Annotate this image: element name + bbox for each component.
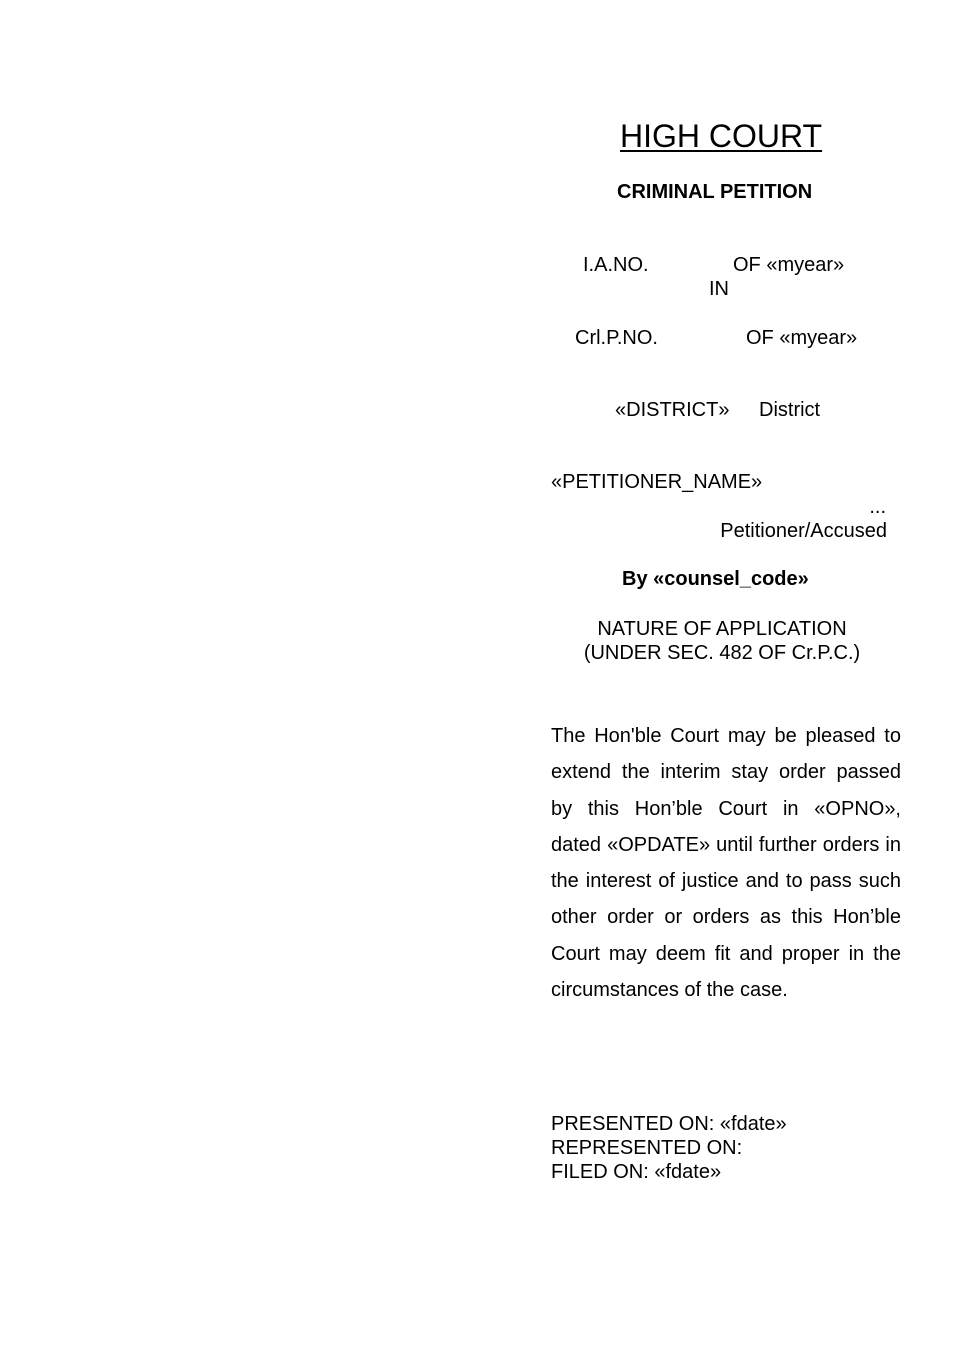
- ia-year-field: OF «myear»: [733, 254, 845, 276]
- court-title: HIGH COURT: [620, 118, 823, 154]
- petitioner-role: Petitioner/Accused: [720, 520, 887, 542]
- presented-on: PRESENTED ON: «fdate»: [551, 1113, 787, 1135]
- ia-number-label: I.A.NO.: [583, 254, 649, 276]
- nature-of-application: [551, 617, 893, 665]
- represented-on: REPRESENTED ON:: [551, 1137, 743, 1159]
- nature-title: NATURE OF APPLICATION: [597, 618, 847, 640]
- prayer-paragraph: The Hon'ble Court may be pleased to extend the interim stay order passed by this Hon’ble Court in «OPNO», dated «OPDATE» until further orders in the interest of justice and to pass such other order or orders as this Hon’ble Court may deem fit and proper in the circumstances of the case.: [551, 725, 901, 1002]
- crl-petition-number-label: Crl.P.NO.: [575, 327, 658, 349]
- filed-on: FILED ON: «fdate»: [551, 1161, 722, 1183]
- counsel-line: By «counsel_code»: [622, 568, 809, 590]
- party-dots: ...: [869, 496, 886, 518]
- petition-type-heading: CRIMINAL PETITION: [617, 181, 813, 203]
- in-connector: IN: [709, 278, 729, 300]
- filing-dates: [551, 1112, 787, 1184]
- crl-year-field: OF «myear»: [746, 327, 858, 349]
- nature-section: (UNDER SEC. 482 OF Cr.P.C.): [583, 642, 861, 664]
- district-label: District: [759, 399, 821, 421]
- district-field: «DISTRICT»: [615, 399, 730, 421]
- petitioner-name-field: «PETITIONER_NAME»: [551, 471, 763, 493]
